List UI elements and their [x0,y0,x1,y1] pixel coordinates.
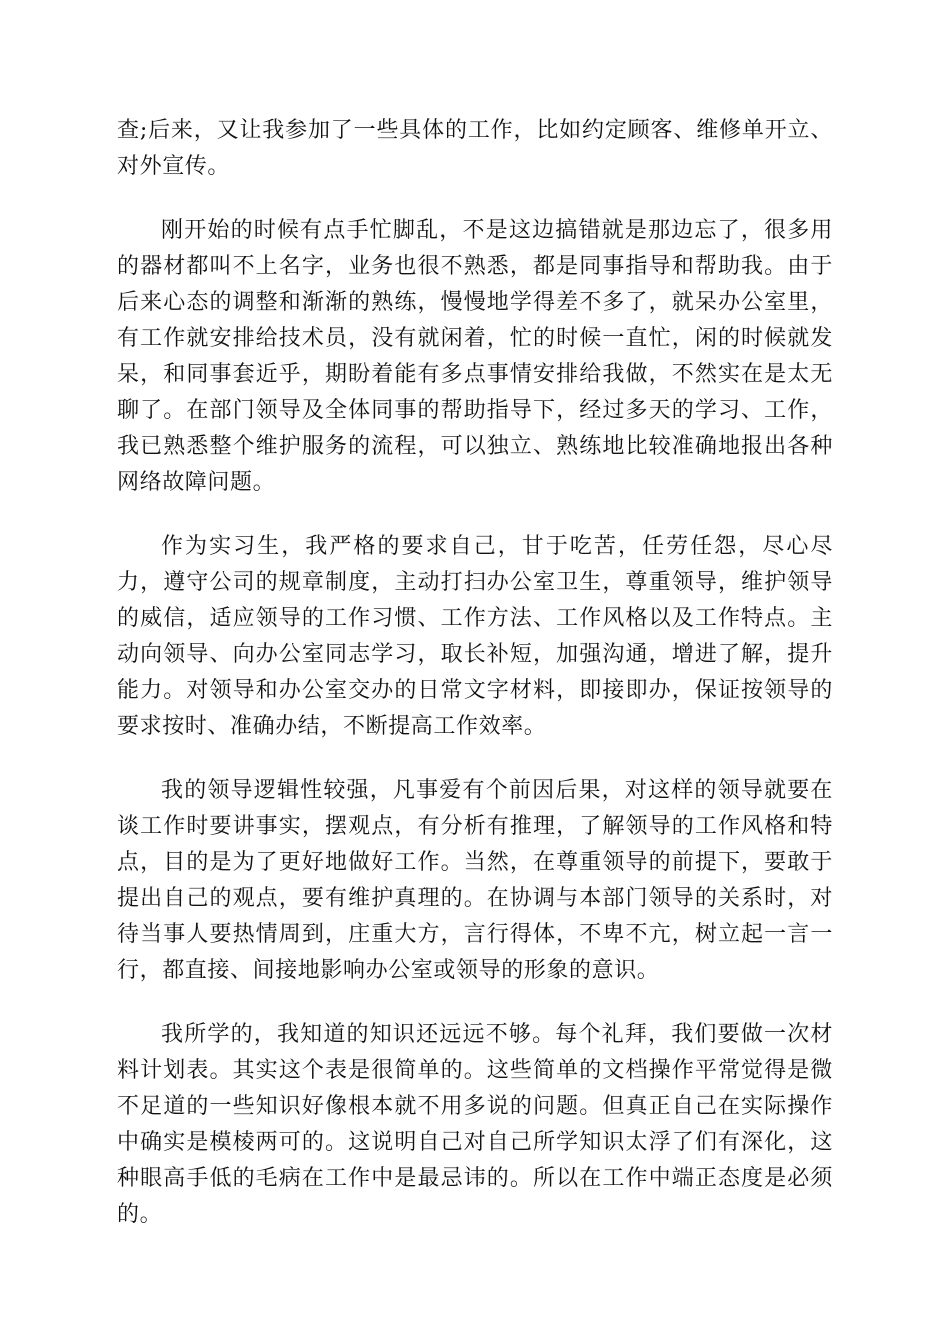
paragraph-3: 作为实习生，我严格的要求自己，甘于吃苦，任劳任怨，尽心尽力，遵守公司的规章制度，主动打扫办公室卫生，尊重领导，维护领导的威信，适应领导的工作习惯、工作方法、工作风格以及工作特点。主动向领导、向办公室同志学习，取长补短，加强沟通，增进了解，提升能力。对领导和办公室交办的日常文字材料，即接即办，保证按领导的要求按时、准确办结，不断提高工作效率。 [117,534,833,739]
paragraph-5: 我所学的，我知道的知识还远远不够。每个礼拜，我们要做一次材料计划表。其实这个表是很简单的。这些简单的文档操作平常觉得是微不足道的一些知识好像根本就不用多说的问题。但真正自己在实际操作中确实是模棱两可的。这说明自己对自己所学知识太浮了们有深化，这种眼高手低的毛病在工作中是最忌讳的。所以在工作中端正态度是必须的。 [117,1022,833,1227]
paragraph-2: 刚开始的时候有点手忙脚乱，不是这边搞错就是那边忘了，很多用的器材都叫不上名字，业务也很不熟悉，都是同事指导和帮助我。由于后来心态的调整和渐渐的熟练，慢慢地学得差不多了，就呆办公室里，有工作就安排给技术员，没有就闲着，忙的时候一直忙，闲的时候就发呆，和同事套近乎，期盼着能有多点事情安排给我做，不然实在是太无聊了。在部门领导及全体同事的帮助指导下，经过多天的学习、工作，我已熟悉整个维护服务的流程，可以独立、熟练地比较准确地报出各种网络故障问题。 [117,218,833,495]
document-body [117,113,833,1261]
paragraph-1: 查;后来，又让我参加了一些具体的工作，比如约定顾客、维修单开立、对外宣传。 [117,118,833,179]
paragraph-4: 我的领导逻辑性较强，凡事爱有个前因后果，对这样的领导就要在谈工作时要讲事实，摆观点，有分析有推理，了解领导的工作风格和特点，目的是为了更好地做好工作。当然，在尊重领导的前提下，要敢于提出自己的观点，要有维护真理的。在协调与本部门领导的关系时，对待当事人要热情周到，庄重大方，言行得体，不卑不亢，树立起一言一行，都直接、间接地影响办公室或领导的形象的意识。 [117,778,833,983]
